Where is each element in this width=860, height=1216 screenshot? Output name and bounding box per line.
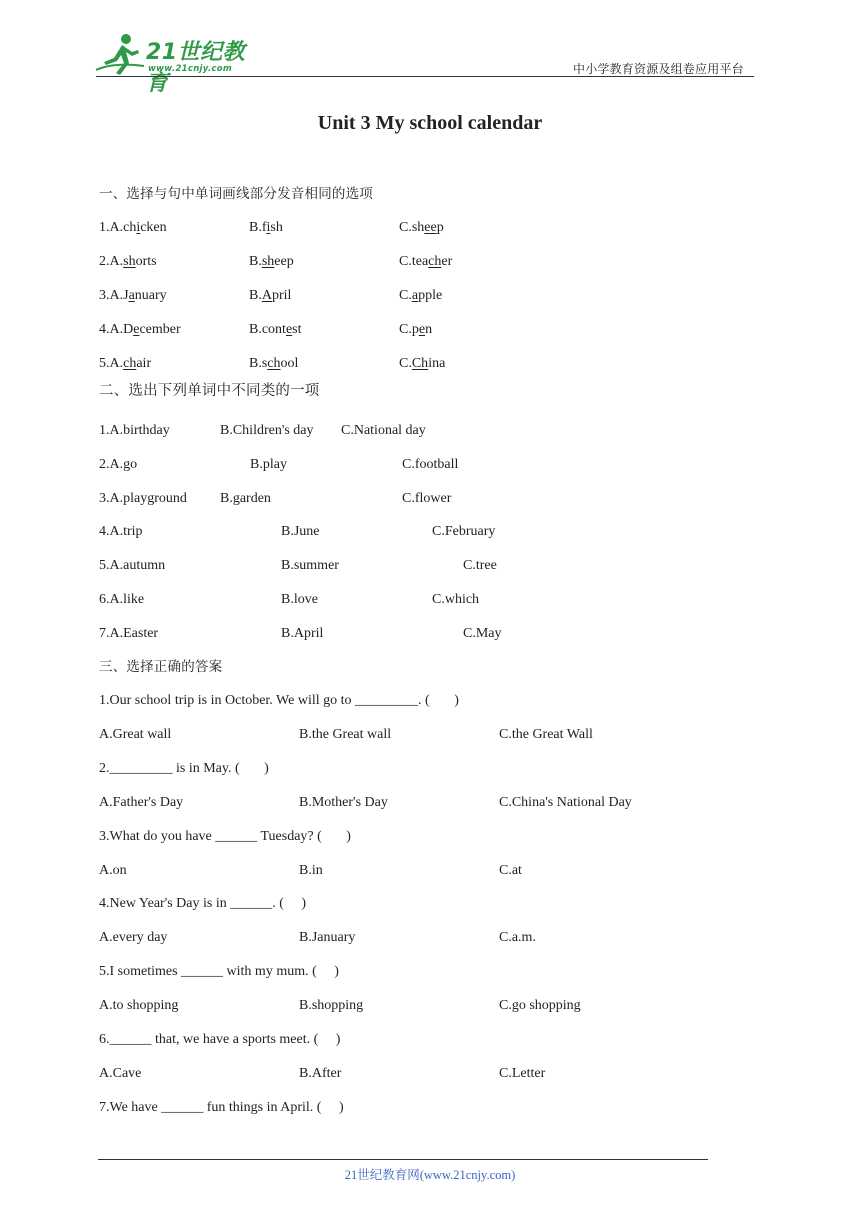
word-option: C.which [432, 592, 480, 607]
option-text: air [136, 355, 152, 371]
section1-heading: 一、选择与句中单词画线部分发音相同的选项 [99, 186, 373, 202]
pronunciation-option [99, 322, 181, 338]
word-option: 4.A.trip [99, 524, 143, 540]
section3-heading: 三、选择正确的答案 [99, 659, 223, 675]
question-text: 4.New Year's Day is in ______. ( ) [99, 896, 307, 912]
underlined-letters: Ch [411, 355, 429, 371]
underlined-letters: ee [424, 220, 437, 235]
option-text: C.sh [399, 220, 425, 235]
option-text: 2.A. [99, 253, 124, 269]
answer-option: C.China's National Day [499, 794, 632, 810]
option-text: cember [139, 321, 181, 337]
footer-divider [98, 1159, 708, 1160]
pronunciation-option [249, 356, 298, 372]
answer-option: A.Cave [99, 1065, 142, 1081]
pronunciation-option [249, 322, 302, 338]
site-logo [94, 32, 260, 96]
answer-option: B.January [299, 930, 356, 946]
option-text: B.f [249, 220, 267, 235]
word-option: B.June [281, 524, 320, 540]
underlined-letters: i [266, 220, 271, 235]
option-text: sh [270, 220, 283, 235]
answer-option: B.After [299, 1065, 342, 1081]
option-text: B.cont [249, 321, 286, 337]
underlined-letters: i [136, 220, 141, 235]
underlined-letters: a [411, 287, 419, 303]
underlined-letters: ch [428, 253, 442, 269]
option-text: 1.A.ch [99, 220, 137, 235]
answer-option: B.the Great wall [299, 726, 392, 742]
header-divider [96, 76, 754, 77]
word-option: C.football [402, 456, 459, 472]
word-option: C.National day [341, 423, 426, 438]
option-text: B.s [249, 355, 268, 371]
option-text: B. [249, 287, 262, 303]
answer-option: B.shopping [299, 998, 364, 1014]
pronunciation-option [399, 288, 442, 304]
option-text: 3.A.J [99, 287, 129, 303]
answer-option: A.Great wall [99, 726, 172, 742]
underlined-letters: sh [261, 253, 275, 269]
word-option: C.February [432, 524, 496, 540]
word-option: B.love [281, 592, 318, 607]
footer-link[interactable]: 21世纪教育网(www.21cnjy.com) [344, 1168, 516, 1182]
word-option: C.tree [463, 558, 497, 574]
answer-option: B.in [299, 862, 323, 878]
option-text: nuary [134, 287, 167, 303]
option-text: p [436, 220, 444, 235]
option-text: C.tea [399, 253, 429, 269]
question-text: 1.Our school trip is in October. We will go to _________. ( ) [99, 693, 459, 708]
answer-option: A.on [99, 862, 127, 878]
answer-option: A.Father's Day [99, 794, 184, 810]
platform-tagline: 中小学教育资源及组卷应用平台 [573, 62, 744, 76]
pronunciation-option [399, 254, 452, 270]
underlined-letters: e [133, 321, 140, 337]
option-text: eep [274, 253, 294, 269]
option-text: B. [249, 253, 262, 269]
section2-heading: 二、选出下列单词中不同类的一项 [99, 383, 320, 399]
option-text: orts [135, 253, 157, 269]
option-text: st [292, 321, 302, 337]
option-text: C.p [399, 321, 419, 337]
option-text: cken [140, 220, 167, 235]
question-text: 6.______ that, we have a sports meet. ( ) [99, 1032, 341, 1047]
option-text: C. [399, 355, 412, 371]
question-text: 2._________ is in May. ( ) [99, 760, 269, 776]
word-option: B.garden [220, 490, 271, 506]
word-option: 5.A.autumn [99, 558, 166, 574]
underlined-letters: A [261, 287, 272, 303]
answer-option: C.a.m. [499, 930, 536, 946]
word-option: 7.A.Easter [99, 625, 159, 641]
pronunciation-option [249, 254, 294, 270]
pronunciation-option [99, 288, 167, 304]
option-text: n [425, 321, 433, 337]
word-option: B.April [281, 625, 324, 641]
pronunciation-option [399, 322, 432, 338]
underlined-letters: a [128, 287, 135, 303]
pronunciation-option [99, 220, 167, 236]
word-option: C.flower [402, 490, 452, 506]
option-text: pple [418, 287, 443, 303]
logo-url: www.21cnjy.com [148, 64, 232, 74]
option-text: pril [271, 287, 292, 303]
question-text: 7.We have ______ fun things in April. ( ) [99, 1099, 344, 1115]
answer-option: A.to shopping [99, 998, 179, 1014]
underlined-letters: ch [267, 355, 281, 371]
question-text: 3.What do you have ______ Tuesday? ( ) [99, 828, 351, 844]
word-option: 2.A.go [99, 456, 138, 472]
word-option: B.Children's day [220, 423, 314, 438]
word-option: 1.A.birthday [99, 423, 170, 438]
answer-option: C.the Great Wall [499, 726, 593, 742]
word-option: B.summer [281, 558, 339, 574]
word-option: C.May [463, 625, 502, 641]
option-text: er [441, 253, 453, 269]
pronunciation-option [249, 288, 291, 304]
underlined-letters: e [285, 321, 293, 337]
answer-option: C.at [499, 862, 522, 878]
word-option: 3.A.playground [99, 490, 187, 506]
underlined-letters: ch [123, 355, 137, 371]
option-text: ina [428, 355, 446, 371]
answer-option: B.Mother's Day [299, 794, 388, 810]
page-title: Unit 3 My school calendar [317, 112, 543, 134]
underlined-letters: e [418, 321, 426, 337]
option-text: 5.A. [99, 355, 124, 371]
pronunciation-option [399, 220, 444, 236]
option-text: C. [399, 287, 412, 303]
option-text: 4.A.D [99, 321, 134, 337]
option-text: ool [280, 355, 299, 371]
pronunciation-option [249, 220, 283, 236]
question-text: 5.I sometimes ______ with my mum. ( ) [99, 964, 339, 980]
word-option: 6.A.like [99, 592, 145, 607]
logo-wordmark: 21世纪教育 [146, 40, 246, 96]
runner-logo-icon [94, 32, 146, 78]
answer-option: C.go shopping [499, 998, 581, 1014]
pronunciation-option [399, 356, 445, 372]
word-option: B.play [250, 456, 287, 472]
pronunciation-option [99, 254, 157, 270]
underlined-letters: sh [123, 253, 136, 269]
answer-option: A.every day [99, 930, 168, 946]
pronunciation-option [99, 356, 151, 372]
answer-option: C.Letter [499, 1065, 546, 1081]
